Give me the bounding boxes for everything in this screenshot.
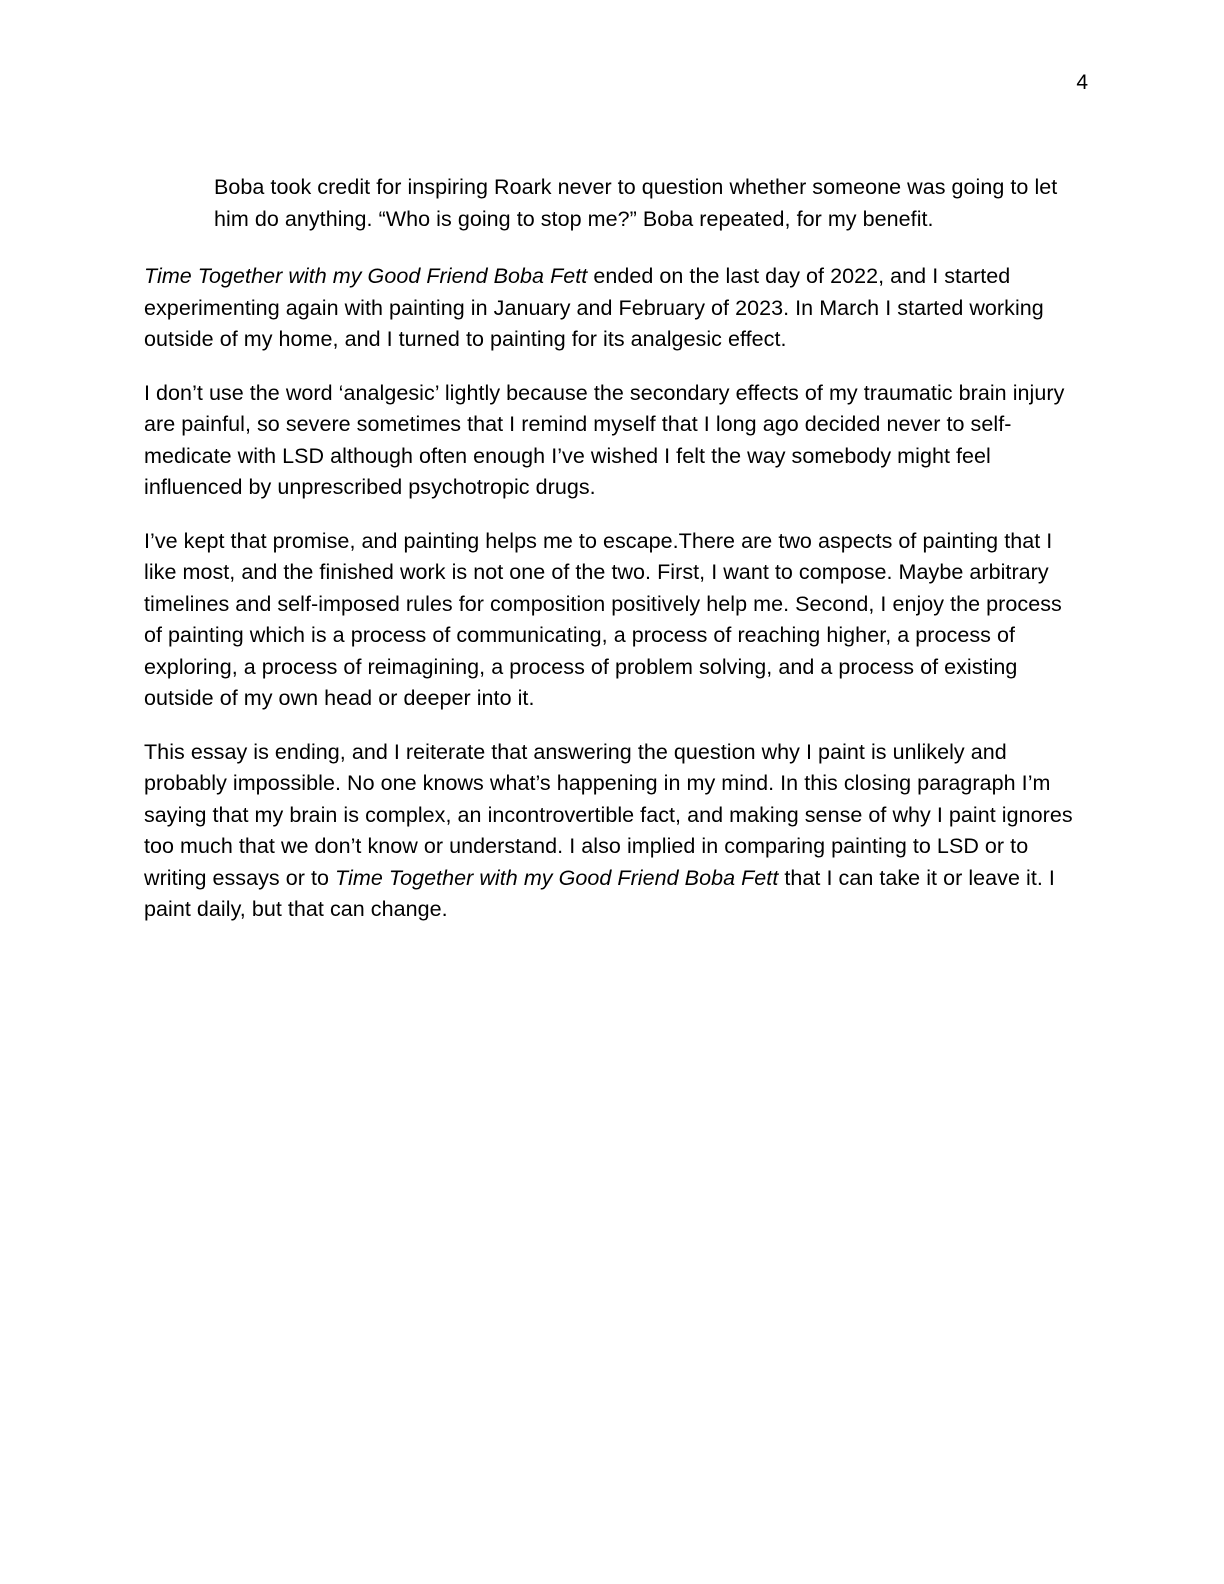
text-run: I’ve kept that promise, and painting helps me to escape.There are two aspects of painting that I like most, and the finished work is not one of the two. First, I want to compose. Maybe arbitrary timelines and self-imposed rules for composition positively help me. Second, I enjoy the process of painting which is a process of communicating, a process of reaching higher, a process of exploring, a process of reimagining, a process of problem solving, and a process of existing outside of my own head or deeper into it.: [144, 528, 1062, 710]
text-run: that I can take it or leave it. I paint daily, but that can change.: [144, 865, 1055, 921]
text-run: ended on the last day of 2022, and I started experimenting again with painting in January and February of 2023. In March I started working outside of my home, and I turned to painting for its analgesic effect.: [144, 264, 1044, 351]
italic-title-run: Time Together with my Good Friend Boba Fett: [144, 264, 588, 288]
text-run: This essay is ending, and I reiterate that answering the question why I paint is unlikely and probably impossible. No one knows what’s happening in my mind. In this closing paragraph I’m saying that my brain is complex, an incontrovertible fact, and making sense of why I paint ignores too much that we don’t know or understand. I also implied in comparing painting to LSD or to writing essays or to: [144, 739, 1073, 890]
paragraph-3: [144, 378, 1074, 504]
document-body: [144, 172, 1074, 948]
paragraph-2: [144, 261, 1074, 356]
text-run: Boba took credit for inspiring Roark never to question whether someone was going to let him do anything. “Who is going to stop me?” Boba repeated, for my benefit.: [214, 175, 1058, 231]
paragraph-4: [144, 526, 1074, 715]
paragraph-1: [214, 172, 1074, 235]
text-run: I don’t use the word ‘analgesic’ lightly because the secondary effects of my traumatic brain injury are painful, so severe sometimes that I remind myself that I long ago decided never to self-medicate with LSD although often enough I’ve wished I felt the way somebody might feel influenced by unprescribed psychotropic drugs.: [144, 380, 1065, 499]
italic-title-run: Time Together with my Good Friend Boba Fett: [335, 865, 779, 890]
page-number: 4: [1076, 71, 1088, 94]
paragraph-5: [144, 737, 1074, 926]
